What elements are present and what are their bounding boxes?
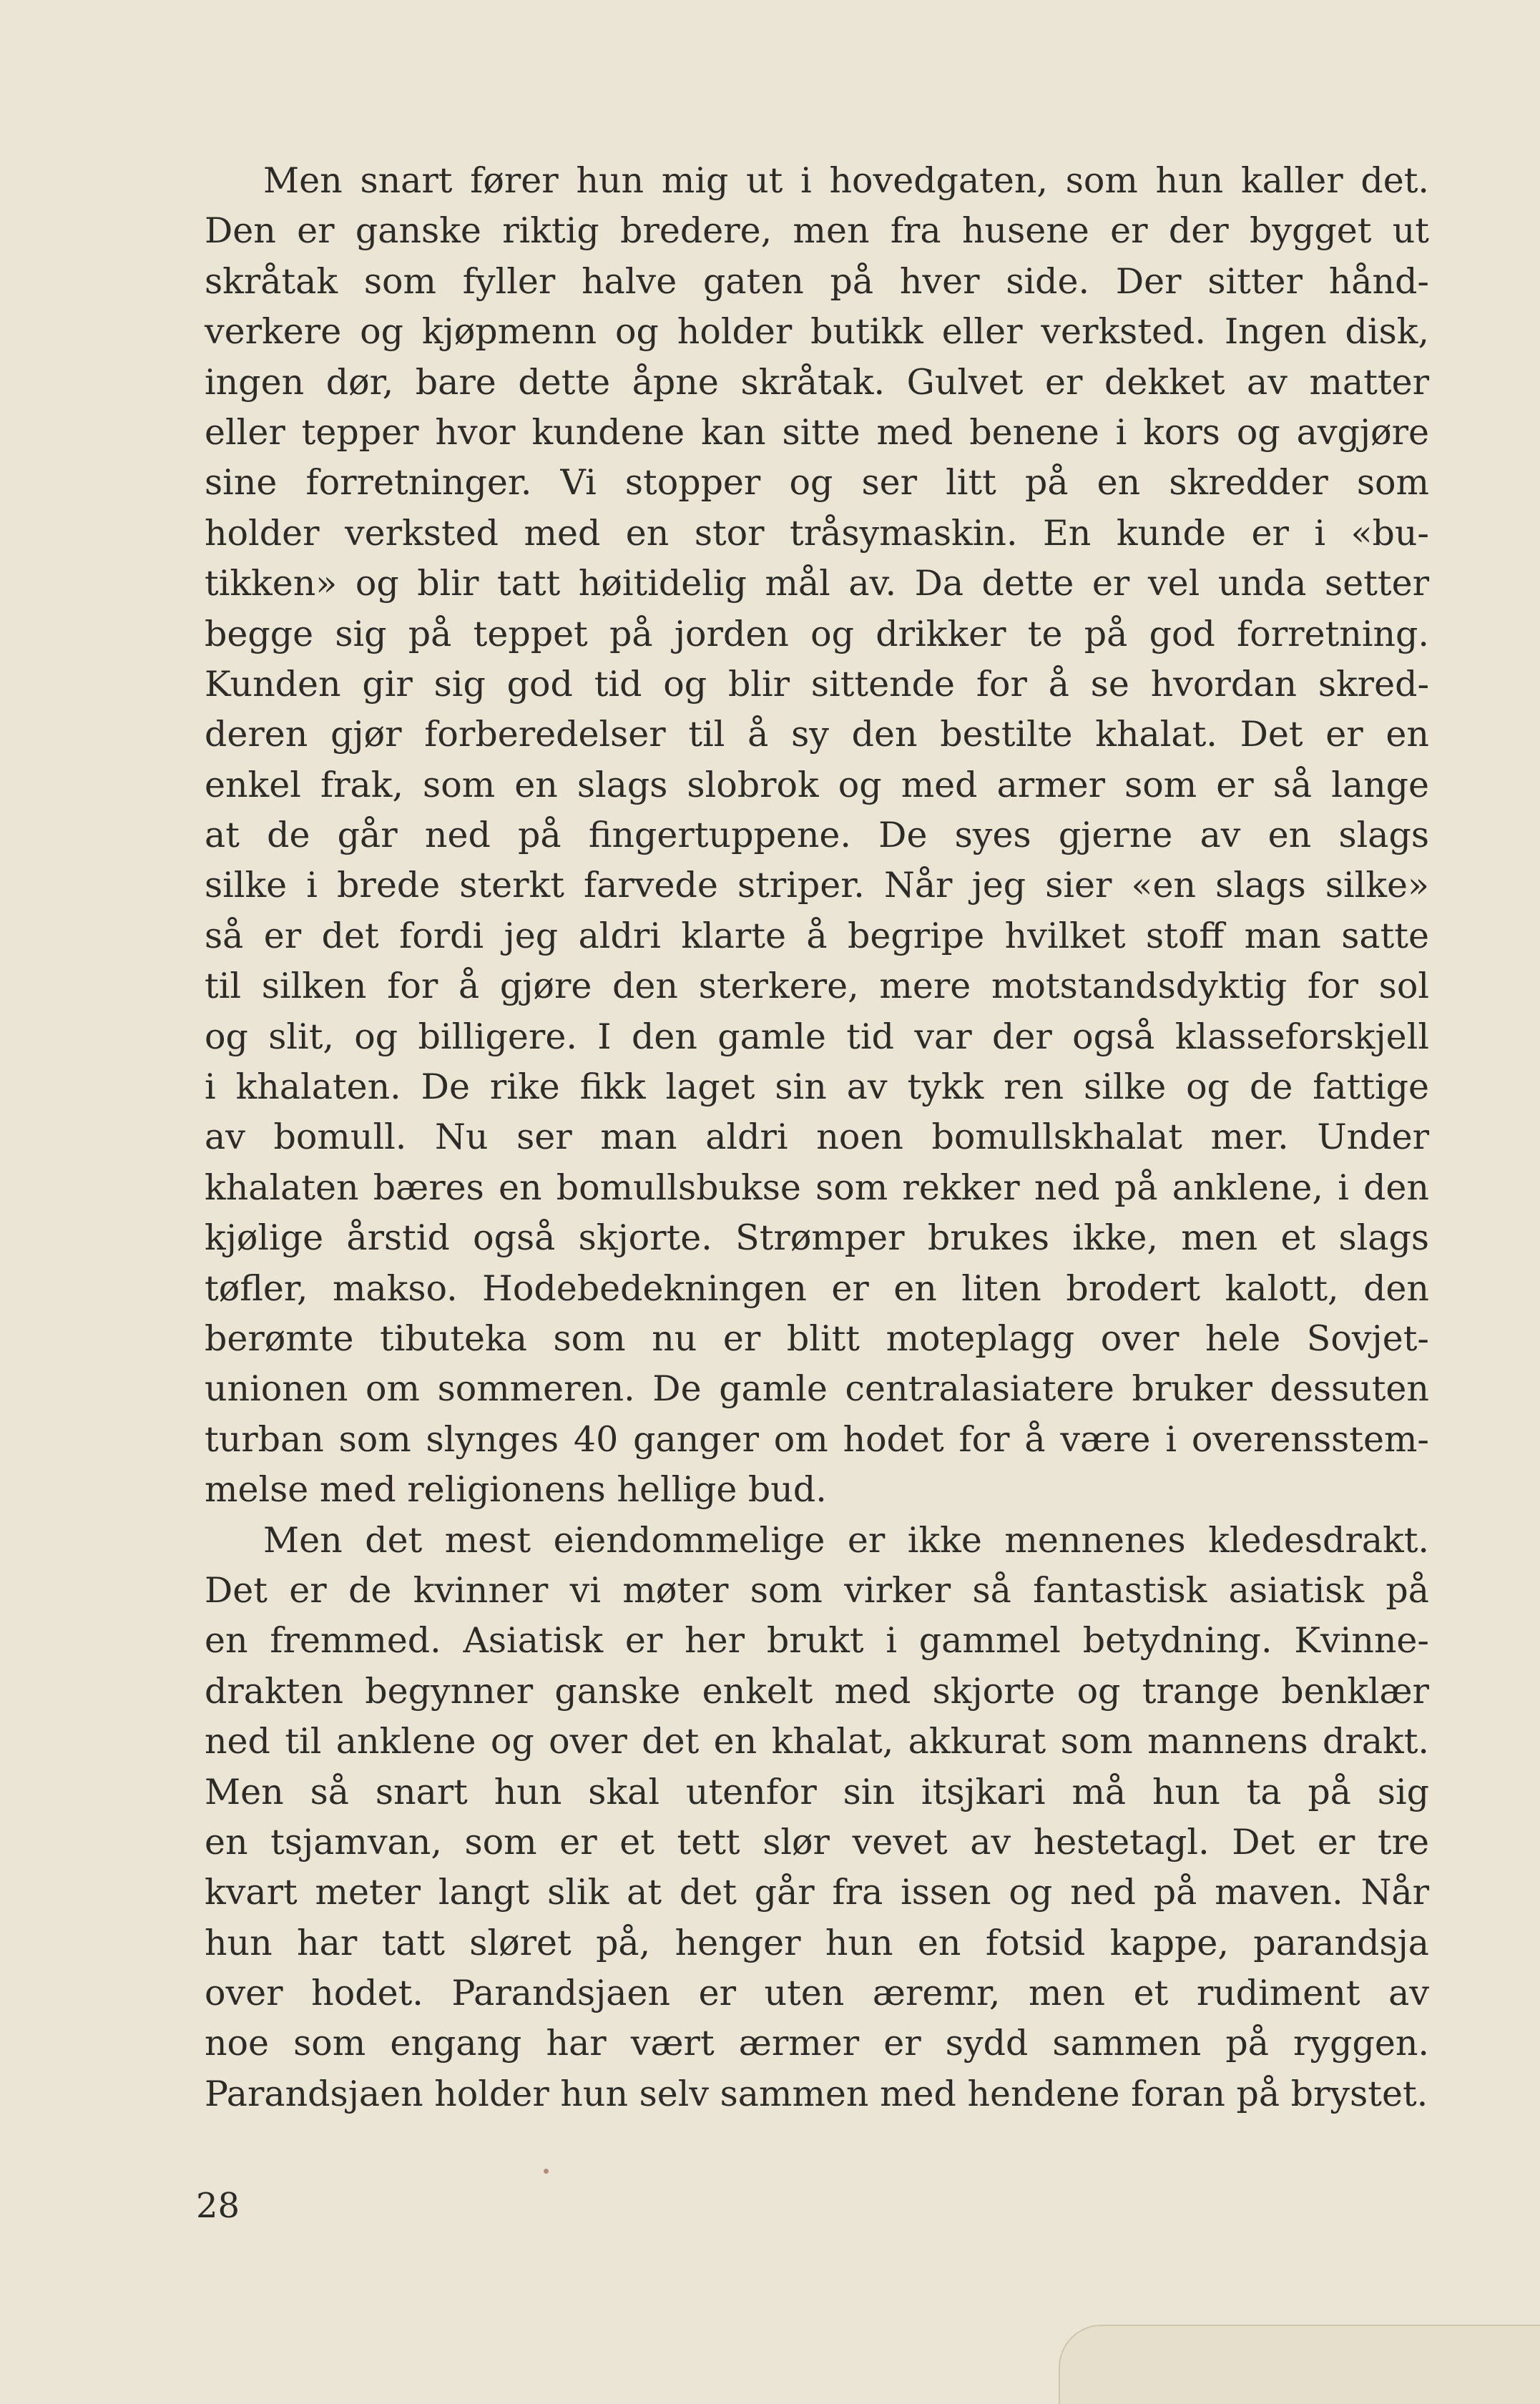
text-line: Det er de kvinner vi møter som virker så fantastisk asiatisk på <box>205 1569 1429 1611</box>
paragraph-2 <box>205 1516 1429 2120</box>
text-line: begge sig på teppet på jorden og drikker te på god forretning. <box>205 613 1429 654</box>
page-corner-curl <box>1059 2325 1540 2404</box>
text-line: drakten begynner ganske enkelt med skjorte og trange benklær <box>205 1670 1429 1712</box>
text-line: silke i brede sterkt farvede striper. Når jeg sier «en slags silke» <box>205 865 1429 906</box>
text-line: berømte tibuteka som nu er blitt moteplagg over hele Sovjet- <box>205 1318 1429 1359</box>
text-line: hun har tatt sløret på, henger hun en fotsid kappe, parandsja <box>205 1922 1429 1963</box>
text-line: skråtak som fyller halve gaten på hver side. Der sitter hånd- <box>205 260 1429 302</box>
text-line: melse med religionens hellige bud. <box>205 1469 827 1511</box>
text-line: en fremmed. Asiatisk er her brukt i gammel betydning. Kvinne- <box>205 1620 1429 1662</box>
text-line: en tsjamvan, som er et tett slør vevet av hestetagl. Det er tre <box>205 1821 1429 1863</box>
text-line: ned til anklene og over det en khalat, akkurat som mannens drakt. <box>205 1721 1429 1762</box>
text-line: til silken for å gjøre den sterkere, mere motstandsdyktig for sol <box>205 966 1429 1007</box>
body-text <box>205 156 1429 2119</box>
ink-speck <box>544 2169 549 2174</box>
text-line: kvart meter langt slik at det går fra issen og ned på maven. Når <box>205 1872 1429 1913</box>
text-line: tøfler, makso. Hodebedekningen er en liten brodert kalott, den <box>205 1267 1429 1309</box>
text-line: deren gjør forberedelser til å sy den bestilte khalat. Det er en <box>205 714 1429 755</box>
text-line: noe som engang har vært ærmer er sydd sammen på ryggen. <box>205 2023 1429 2064</box>
text-line: unionen om sommeren. De gamle centralasiatere bruker dessuten <box>205 1368 1429 1410</box>
text-line: Den er ganske riktig bredere, men fra husene er der bygget ut <box>205 210 1429 252</box>
page-number: 28 <box>196 2186 240 2226</box>
text-line: enkel frak, som en slags slobrok og med armer som er så lange <box>205 764 1429 805</box>
text-line: Men snart fører hun mig ut i hovedgaten, som hun kaller det. <box>263 160 1429 201</box>
text-line: at de går ned på fingertuppene. De syes gjerne av en slags <box>205 815 1429 856</box>
text-line: tikken» og blir tatt høitidelig mål av. Da dette er vel unda setter <box>205 563 1429 604</box>
text-line: ingen dør, bare dette åpne skråtak. Gulvet er dekket av matter <box>205 361 1429 403</box>
text-line: turban som slynges 40 ganger om hodet for å være i overensstem- <box>205 1418 1429 1460</box>
text-line: khalaten bæres en bomullsbukse som rekker ned på anklene, i den <box>205 1167 1429 1208</box>
paragraph-1 <box>205 156 1429 1516</box>
text-line: Kunden gir sig god tid og blir sittende for å se hvordan skred- <box>205 663 1429 705</box>
text-line: av bomull. Nu ser man aldri noen bomullskhalat mer. Under <box>205 1117 1429 1158</box>
text-line: Parandsjaen holder hun selv sammen med hendene foran på brystet. <box>205 2073 1428 2114</box>
text-line: verkere og kjøpmenn og holder butikk eller verksted. Ingen disk, <box>205 311 1429 353</box>
text-line: Men så snart hun skal utenfor sin itsjkari må hun ta på sig <box>205 1771 1429 1812</box>
text-line: over hodet. Parandsjaen er uten æremr, men et rudiment av <box>205 1973 1429 2014</box>
text-line: holder verksted med en stor tråsymaskin. En kunde er i «bu- <box>205 512 1429 554</box>
text-line: kjølige årstid også skjorte. Strømper brukes ikke, men et slags <box>205 1217 1429 1259</box>
text-line: eller tepper hvor kundene kan sitte med benene i kors og avgjøre <box>205 411 1429 453</box>
text-line: i khalaten. De rike fikk laget sin av tykk ren silke og de fattige <box>205 1066 1429 1108</box>
text-line: og slit, og billigere. I den gamle tid var der også klasseforskjell <box>205 1016 1429 1057</box>
text-line: Men det mest eiendommelige er ikke mennenes kledesdrakt. <box>263 1519 1429 1561</box>
text-line: så er det fordi jeg aldri klarte å begripe hvilket stoff man satte <box>205 915 1429 956</box>
text-line: sine forretninger. Vi stopper og ser litt på en skredder som <box>205 462 1429 504</box>
